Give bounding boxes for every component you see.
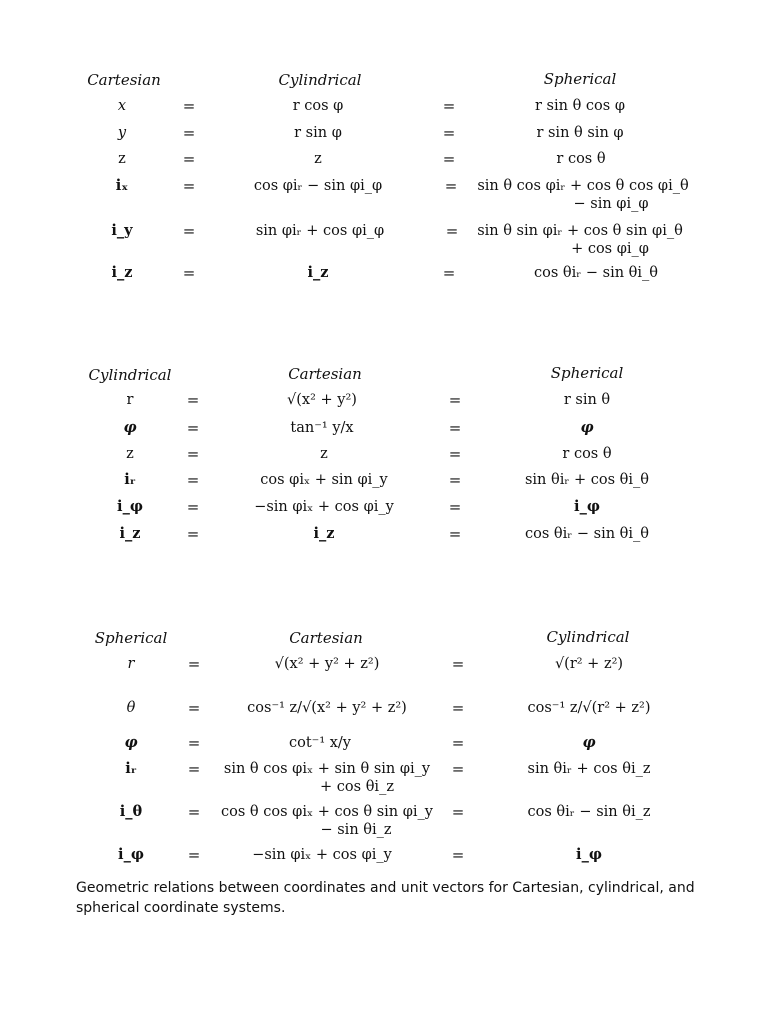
row-right: i_φ [576,846,602,863]
table3-header-middle: Cartesian [289,629,363,647]
equals-sign: = [186,391,200,409]
row-mid: i_z [307,264,329,281]
row-lhs: x [117,98,127,114]
row-right: cos⁻¹ z/√(r² + z²) [527,700,651,716]
row-lhs: θ [126,700,136,716]
row-lhs: z [126,446,134,462]
row-lhs: i_θ [119,803,143,820]
row-lhs: i_φ [118,846,144,863]
equals-sign: = [187,734,201,752]
equals-sign: = [187,760,201,778]
table-row [0,693,768,733]
row-mid: cos φiᵣ − sin φi_φ [253,178,383,194]
row-lhs: i_z [111,264,133,281]
row-right: i_φ [574,498,600,515]
equals-sign: = [186,419,200,437]
row-lhs: y [117,125,127,141]
row-right: √(r² + z²) [554,656,624,672]
row-right: φ [582,734,596,751]
row-lhs: iₓ [115,177,129,194]
equals-sign: = [187,699,201,717]
row-right: sin θ sin φiᵣ + cos θ sin φi_θ [477,223,683,239]
row-right: r cos θ [562,446,612,462]
equals-sign: = [182,222,196,240]
row-right: sin θ cos φiᵣ + cos θ cos φi_θ [477,178,689,194]
row-mid: √(x² + y²) [287,392,357,408]
equals-sign: = [448,471,462,489]
row-right: r cos θ [556,151,606,167]
equals-sign: = [187,803,201,821]
row-mid: sin θ cos φiₓ + sin θ sin φi_y [223,761,431,777]
row-right: sin θiᵣ + cos θi_θ [524,472,650,488]
row-lhs: iᵣ [125,760,137,777]
table2-header-middle: Cartesian [288,365,362,383]
table-row [0,760,768,800]
equals-sign: = [182,177,196,195]
table2-header-left: Cylindrical [88,366,172,384]
equals-sign: = [451,655,465,673]
row-lhs: iᵣ [124,471,136,488]
table-row [0,525,768,565]
equals-sign: = [182,264,196,282]
equals-sign: = [187,655,201,673]
equals-sign: = [442,97,456,115]
row-mid-continuation: − sin θi_z [320,822,392,838]
row-mid: cos φiₓ + sin φi_y [260,472,388,488]
equals-sign: = [442,150,456,168]
row-mid: cos θ cos φiₓ + cos θ sin φi_y [221,804,433,820]
row-lhs: i_φ [117,498,143,515]
row-right: cos θiᵣ − sin θi_θ [524,526,650,542]
equals-sign: = [444,177,458,195]
equals-sign: = [448,445,462,463]
table-row [0,222,768,262]
row-mid: z [314,151,322,167]
row-mid: cot⁻¹ x/y [288,735,352,751]
row-mid: sin φiᵣ + cos φi_φ [255,223,385,239]
row-lhs: φ [124,734,138,751]
table3-header-left: Spherical [94,629,168,647]
row-right: r sin θ cos φ [535,98,625,114]
figure-caption: Geometric relations between coordinates and unit vectors for Cartesian, cylindrical, and spherical coordinate systems. [76,880,695,916]
row-mid: r sin φ [294,125,342,141]
row-lhs: r [126,392,134,408]
row-right: φ [580,419,594,436]
equals-sign: = [182,124,196,142]
row-lhs: i_y [111,222,133,239]
row-mid: √(x² + y² + z²) [274,656,380,672]
equals-sign: = [442,264,456,282]
equals-sign: = [451,734,465,752]
row-right-continuation: + cos φi_φ [571,241,649,257]
row-lhs: z [118,151,126,167]
table-row [0,803,768,843]
row-lhs: i_z [119,525,141,542]
table-row [0,177,768,217]
equals-sign: = [451,803,465,821]
row-right: cos θiᵣ − sin θi_θ [533,265,659,281]
table-row [0,264,768,304]
row-mid: i_z [313,525,335,542]
row-right: sin θiᵣ + cos θi_z [527,761,651,777]
row-mid: r cos φ [292,98,344,114]
row-right: r sin θ sin φ [536,125,624,141]
equals-sign: = [448,498,462,516]
row-right: cos θiᵣ − sin θi_z [527,804,651,820]
equals-sign: = [182,150,196,168]
row-mid: z [320,446,328,462]
equals-sign: = [187,846,201,864]
equals-sign: = [451,846,465,864]
table1-header-right: Spherical [543,70,617,88]
row-lhs: r [127,656,135,672]
row-mid-continuation: + cos θi_z [320,779,394,795]
row-right-continuation: − sin φi_φ [573,196,649,212]
row-mid: cos⁻¹ z/√(x² + y² + z²) [247,700,407,716]
table3-header-right: Cylindrical [546,628,630,646]
equals-sign: = [448,525,462,543]
equals-sign: = [182,97,196,115]
equals-sign: = [445,222,459,240]
table2-header-right: Spherical [550,364,624,382]
equals-sign: = [451,760,465,778]
equals-sign: = [451,699,465,717]
row-mid: tan⁻¹ y/x [290,420,354,436]
equals-sign: = [186,498,200,516]
equals-sign: = [448,391,462,409]
row-lhs: φ [123,419,137,436]
equals-sign: = [448,419,462,437]
row-mid: −sin φiₓ + cos φi_y [254,499,394,515]
equals-sign: = [186,525,200,543]
row-mid: −sin φiₓ + cos φi_y [252,847,392,863]
equals-sign: = [186,445,200,463]
equals-sign: = [442,124,456,142]
row-right: r sin θ [563,392,611,408]
equals-sign: = [186,471,200,489]
table-row [0,655,768,695]
table1-header-left: Cartesian [87,71,161,89]
table1-header-middle: Cylindrical [278,71,362,89]
